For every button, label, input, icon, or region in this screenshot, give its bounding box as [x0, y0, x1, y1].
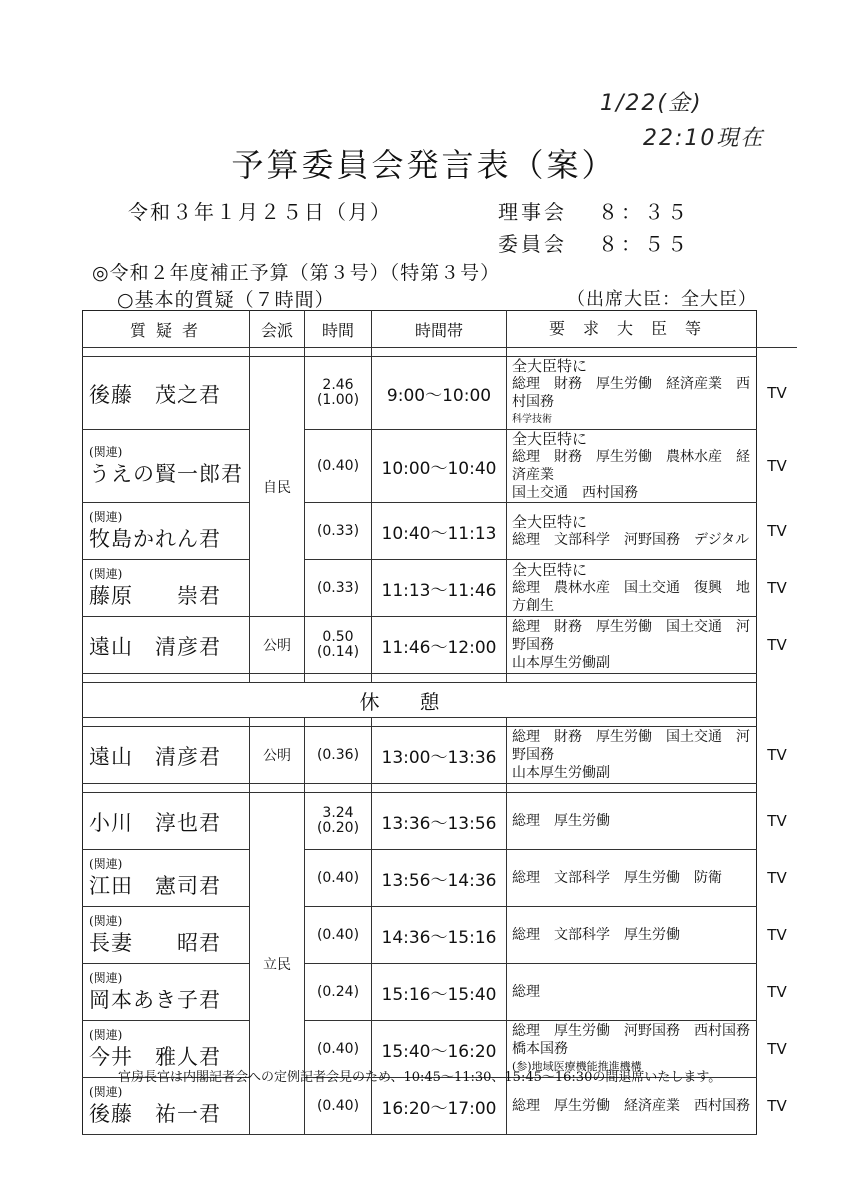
break-row: 休憩 — [83, 683, 757, 718]
minister-line: 総理 文部科学 河野国務 デジタル — [512, 532, 750, 548]
table-row — [83, 357, 798, 430]
total-time: 2.46 — [322, 377, 354, 393]
allotted-time: (0.40) — [316, 1040, 360, 1057]
schedule-board — [498, 196, 698, 225]
tv-mark: TV — [767, 457, 787, 475]
tv-mark: TV — [767, 983, 787, 1001]
speaker-name: 後藤 祐一君 — [89, 1102, 221, 1126]
time-slot: 11:13〜11:46 — [372, 560, 507, 617]
allotted-time: (0.40) — [316, 1097, 360, 1114]
time-slot: 15:40〜16:20 — [372, 1021, 507, 1078]
header-time: 時間 — [305, 311, 372, 348]
table-row — [83, 850, 798, 907]
minister-line: 全大臣特に — [512, 513, 588, 531]
related-label: (関連) — [89, 971, 123, 985]
table-row — [83, 964, 798, 1021]
minister-line: 総理 — [512, 984, 540, 1000]
party-label: 立民 — [263, 956, 291, 973]
minister-line: 国土交通 西村国務 — [512, 485, 638, 501]
budget-title: ◎令和２年度補正予算（第３号）（特第３号） — [92, 262, 501, 284]
minister-line: 山本厚生労働副 — [512, 655, 610, 671]
allotted-time: (0.14) — [316, 644, 360, 660]
related-label: (関連) — [89, 510, 123, 524]
speaker-name: 遠山 清彦君 — [89, 635, 221, 659]
related-label: (関連) — [89, 445, 123, 459]
allotted-time: (0.40) — [316, 457, 360, 474]
related-label: (関連) — [89, 567, 123, 581]
tv-mark: TV — [767, 1097, 787, 1115]
schedule-time: ８：５５ — [598, 232, 690, 256]
speaker-name: 小川 淳也君 — [89, 811, 221, 835]
tv-mark: TV — [767, 522, 787, 540]
minister-line: 総理 厚生労働 — [512, 813, 610, 829]
party-label: 公明 — [263, 638, 291, 654]
header-ministers: 要求大臣等 — [507, 311, 757, 348]
party-label: 自民 — [263, 479, 291, 496]
related-label: (関連) — [89, 914, 123, 928]
page-title: 予算委員会発言表（案） — [231, 146, 617, 184]
tv-mark: TV — [767, 636, 787, 654]
header-party: 会派 — [250, 311, 305, 348]
time-slot: 10:40〜11:13 — [372, 503, 507, 560]
table-row — [83, 560, 798, 617]
minister-line: 科学技術 — [512, 414, 552, 425]
time-slot: 14:36〜15:16 — [372, 907, 507, 964]
minister-line: 総理 厚生労働 経済産業 西村国務 — [512, 1098, 750, 1114]
table-row — [83, 503, 798, 560]
tv-mark: TV — [767, 869, 787, 887]
table-row — [83, 793, 798, 850]
schedule-label: 理事会 — [498, 200, 567, 224]
related-label: (関連) — [89, 1028, 123, 1042]
speaker-name: 長妻 昭君 — [89, 931, 221, 955]
speaker-name: 江田 憲司君 — [89, 874, 221, 898]
minister-line: 全大臣特に — [512, 357, 588, 375]
table-row — [83, 727, 798, 784]
tv-mark: TV — [767, 746, 787, 764]
minister-line: 総理 農林水産 国土交通 復興 地方創生 — [512, 580, 750, 614]
allotted-time: (1.00) — [316, 392, 360, 408]
tv-mark: TV — [767, 384, 787, 402]
time-slot: 15:16〜15:40 — [372, 964, 507, 1021]
table-row — [83, 430, 798, 503]
header-questioner: 質疑者 — [83, 311, 250, 348]
party-label: 公明 — [263, 748, 291, 764]
related-label: (関連) — [89, 1085, 123, 1099]
minister-line: 総理 文部科学 厚生労働 — [512, 927, 680, 943]
speaker-name: 岡本あき子君 — [89, 988, 221, 1012]
schedule-time: ８：３５ — [598, 200, 690, 224]
header-timeslot: 時間帯 — [372, 311, 507, 348]
meeting-date: 令和３年１月２５日（月） — [128, 200, 392, 224]
attendance-note: （出席大臣：全大臣） — [567, 289, 757, 310]
allotted-time: (0.33) — [316, 579, 360, 596]
allotted-time: (0.33) — [316, 522, 360, 539]
total-time: 0.50 — [322, 629, 354, 645]
time-slot: 13:56〜14:36 — [372, 850, 507, 907]
schedule-label: 委員会 — [498, 232, 567, 256]
minister-line: 総理 財務 厚生労働 国土交通 河野国務 — [512, 729, 750, 763]
speaker-table — [82, 310, 797, 1135]
footnote: 官房長官は内閣記者会への定例記者会見のため、10:45〜11:30、15:45〜16:30の間退席いたします。 — [118, 1070, 722, 1085]
time-slot: 16:20〜17:00 — [372, 1078, 507, 1135]
allotted-time: (0.40) — [316, 869, 360, 886]
minister-line: 全大臣特に — [512, 430, 588, 448]
tv-mark: TV — [767, 1040, 787, 1058]
allotted-time: (0.36) — [316, 746, 360, 763]
time-slot: 13:36〜13:56 — [372, 793, 507, 850]
minister-line: 山本厚生労働副 — [512, 765, 610, 781]
table-row — [83, 907, 798, 964]
table-row — [83, 1078, 798, 1135]
related-label: (関連) — [89, 857, 123, 871]
minister-line: 総理 財務 厚生労働 国土交通 河野国務 — [512, 619, 750, 653]
minister-line: 総理 文部科学 厚生労働 防衛 — [512, 870, 722, 886]
minister-line: 全大臣特に — [512, 561, 588, 579]
minister-line: 総理 財務 厚生労働 農林水産 経済産業 — [512, 449, 750, 483]
minister-line: 総理 厚生労働 河野国務 西村国務 橋本国務 — [512, 1023, 764, 1057]
time-slot: 13:00〜13:36 — [372, 727, 507, 784]
allotted-time: (0.40) — [316, 926, 360, 943]
speaker-name: 遠山 清彦君 — [89, 745, 221, 769]
handwritten-time: 22:10現在 — [643, 126, 765, 151]
table-header — [83, 311, 798, 348]
speaker-name: 後藤 茂之君 — [89, 383, 221, 407]
minister-line: (参)地域医療機能推進機構 — [512, 1060, 642, 1073]
speaker-name: うえの賢一郎君 — [89, 462, 243, 486]
speaker-name: 藤原 崇君 — [89, 584, 221, 608]
allotted-time: (0.20) — [316, 820, 360, 836]
handwritten-date: 1/22(金) — [600, 91, 703, 116]
schedule-committee — [498, 228, 698, 257]
speaker-name: 牧島かれん君 — [89, 527, 221, 551]
time-slot: 10:00〜10:40 — [372, 430, 507, 503]
allotted-time: (0.24) — [316, 983, 360, 1000]
total-time: 3.24 — [322, 805, 354, 821]
session-title: ○基本的質疑（７時間） — [117, 289, 335, 311]
tv-mark: TV — [767, 812, 787, 830]
tv-mark: TV — [767, 926, 787, 944]
minister-line: 総理 財務 厚生労働 経済産業 西村国務 — [512, 376, 750, 410]
tv-mark: TV — [767, 579, 787, 597]
time-slot: 9:00〜10:00 — [372, 357, 507, 430]
table-row — [83, 617, 798, 674]
speaker-name: 今井 雅人君 — [89, 1045, 221, 1069]
time-slot: 11:46〜12:00 — [372, 617, 507, 674]
